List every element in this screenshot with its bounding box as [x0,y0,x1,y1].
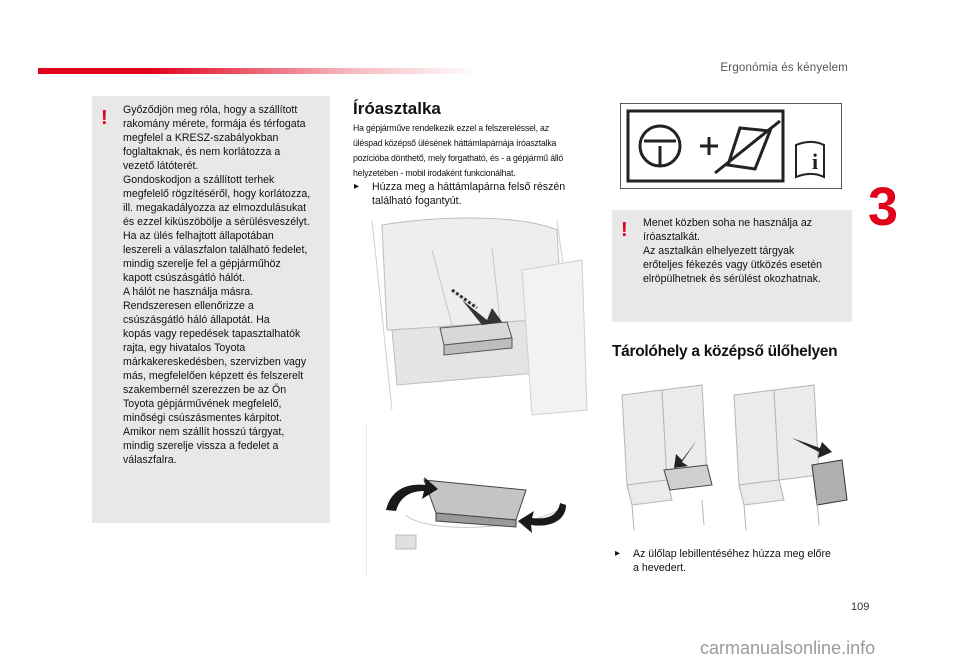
right-warning-text: Menet közben soha ne használja az íróasztalkát. Az asztalkán elhelyezett tárgyak erőteljes fékezés vagy ütközés esetén elröpülhetnek és sérülést okozhatnak. [643,217,823,285]
storage-title: Tárolóhely a középső ülőhelyen [612,343,838,360]
section-title: Ergonómia és kényelem [720,62,848,74]
svg-text:i: i [812,149,819,174]
header-accent-bar [38,68,478,74]
page-number: 109 [851,601,870,613]
exclamation-icon: ! [621,219,628,241]
storage-step-text: Az ülőlap lebillentéséhez húzza meg előre a hevedert. [633,548,831,574]
left-warning-text: Győződjön meg róla, hogy a szállított rakomány mérete, formája és térfogata megfelel a KRESZ-szabályokban foglaltaknak, és nem korlátozza a vezető látóterét. Gondoskodjon a szállított terhek megfelelő rögzítéséről, hogy korlátozza, ill. megakadályozza az elmozdulásukat és ezzel kiküszöbölje a sérülésveszélyt. Ha az ülés felhajtott állapotában leszereli a válaszfalon található fedelet, mindig szerelje fel a gépjárműhöz kapott csúszásgátló hálót. A hálót ne használja másra. Rendszeresen ellenőrizze a csúszásgátló háló állapotát. Ha kopás vagy repedések tapasztalhatók rajta, egy hivatalos Toyota márkakereskedésben, szervizben vagy más, megfelelően képzett és felszerelt szakembernél szerezzen be az Ön Toyota gépjárművének megfelelő, minőségi csúszásmentes kárpitot. Amikor nem szállít hosszú tárgyat, mindig szerelje vissza a fedelet a válaszfalra. [123,104,311,466]
airbag-warning-pictogram [620,103,842,189]
writing-table-step-text: Húzza meg a háttámlapárna felső részén található fogantyút. [372,181,566,207]
writing-table-title: Íróasztalka [353,99,441,118]
watermark: carmanualsonline.info [700,638,876,658]
writing-table-illustration [352,210,592,425]
exclamation-icon: ! [101,107,108,129]
writing-table-step [354,180,594,208]
chapter-number: 3 [868,177,899,237]
writing-table-intro: Ha gépjárműve rendelkezik ezzel a felszereléssel, az üléspad középső ülésének háttámlapárnája íróasztalka pozícióba dönthető, mely forgatható, és - a gépjármű álló helyzetében - mobil irodaként funkcionálhat. [353,123,564,179]
arrow-bullet-icon: ▸ [615,548,621,559]
storage-step [615,547,855,575]
table-rotate-illustration [366,425,592,575]
arrow-bullet-icon: ▸ [354,181,360,192]
seat-storage-illustration [612,370,852,540]
